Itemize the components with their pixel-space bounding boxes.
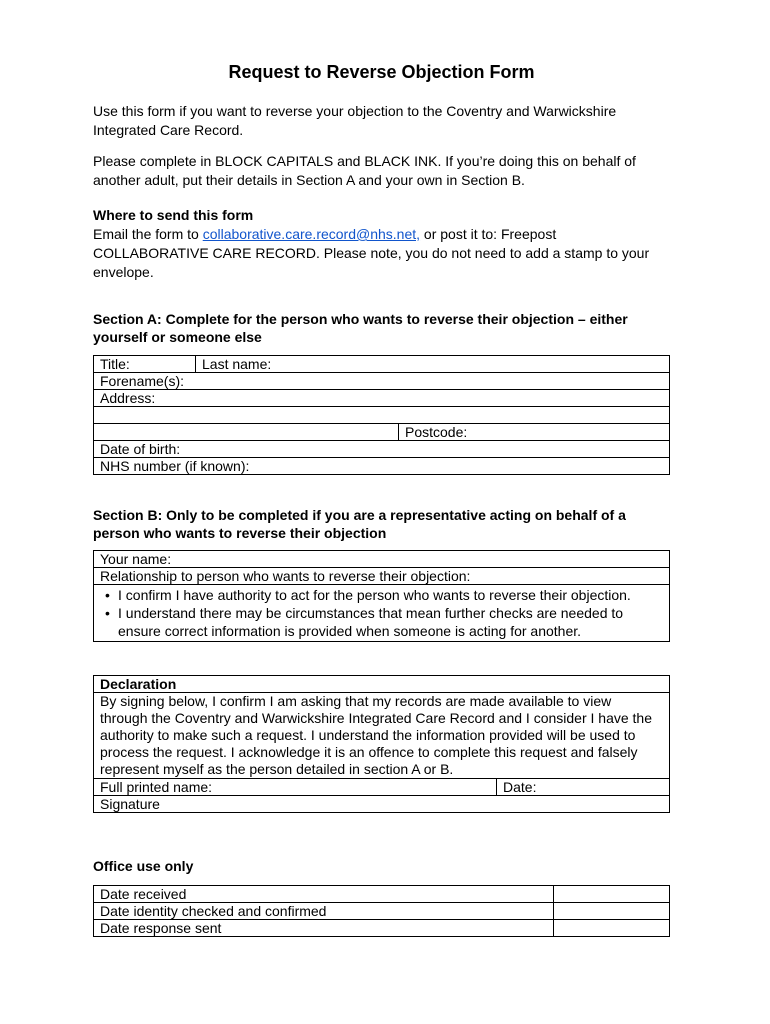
- where-heading: Where to send this form: [93, 207, 254, 223]
- date-response-sent-label: Date response sent: [94, 920, 554, 937]
- your-name-field[interactable]: Your name:: [94, 551, 670, 568]
- where-text-before: Email the form to: [93, 226, 203, 242]
- date-identity-checked-value[interactable]: [554, 903, 670, 920]
- nhs-number-field[interactable]: NHS number (if known):: [94, 458, 670, 475]
- page-title: Request to Reverse Objection Form: [228, 62, 535, 82]
- declaration-heading: Declaration: [94, 676, 670, 693]
- address-field[interactable]: Address:: [94, 390, 670, 407]
- section-b-heading: Section B: Only to be completed if you are a representative acting on behalf of a person who wants to reverse their objection: [93, 507, 626, 541]
- office-use-table: [93, 885, 670, 937]
- instructions-paragraph: Please complete in BLOCK CAPITALS and BLACK INK. If you’re doing this on behalf of another adult, put their details in Section A and your own in Section B.: [93, 153, 636, 188]
- date-received-label: Date received: [94, 886, 554, 903]
- address-line-3-field[interactable]: [94, 424, 399, 441]
- declaration-table: [93, 675, 670, 813]
- declaration-text: By signing below, I confirm I am asking that my records are made available to view through the Coventry and Warwickshire Integrated Care Record and I consider I have the authority to make such a request. I understand the information provided will be used to process the request. I acknowledge it is an offence to complete this request and falsely represent myself as the person detailed in section A or B.: [94, 693, 670, 779]
- email-link[interactable]: collaborative.care.record@nhs.net,: [202, 226, 421, 242]
- section-a-table: [93, 355, 670, 475]
- intro-paragraph: Use this form if you want to reverse your objection to the Coventry and Warwickshire Integrated Care Record.: [93, 103, 617, 138]
- last-name-field[interactable]: Last name:: [196, 356, 670, 373]
- postcode-field[interactable]: Postcode:: [399, 424, 670, 441]
- where-text-after: or post it to: Freepost COLLABORATIVE CARE RECORD. Please note, you do not need to add a stamp to your envelope.: [93, 226, 650, 280]
- declaration-date-field[interactable]: Date:: [497, 779, 670, 796]
- signature-field[interactable]: Signature: [94, 796, 670, 813]
- confirmation-item-checks: • I understand there may be circumstances that mean further checks are needed to ensure correct information is provided when someone is acting for another.: [118, 604, 669, 640]
- dob-field[interactable]: Date of birth:: [94, 441, 670, 458]
- date-identity-checked-label: Date identity checked and confirmed: [94, 903, 554, 920]
- confirmation-item-authority: • I confirm I have authority to act for the person who wants to reverse their objection.: [118, 586, 669, 604]
- relationship-field[interactable]: Relationship to person who wants to reverse their objection:: [94, 568, 670, 585]
- section-b-table: [93, 550, 670, 642]
- where-to-send-section: [93, 206, 670, 282]
- section-a-heading: Section A: Complete for the person who wants to reverse their objection – either yourself or someone else: [93, 311, 628, 345]
- address-line-2-field[interactable]: [94, 407, 670, 424]
- title-field[interactable]: Title:: [94, 356, 196, 373]
- full-printed-name-field[interactable]: Full printed name:: [94, 779, 497, 796]
- date-response-sent-value[interactable]: [554, 920, 670, 937]
- forenames-field[interactable]: Forename(s):: [94, 373, 670, 390]
- confirmation-list: [100, 586, 669, 640]
- office-use-heading: Office use only: [93, 858, 194, 874]
- date-received-value[interactable]: [554, 886, 670, 903]
- confirmations-cell: [94, 585, 670, 642]
